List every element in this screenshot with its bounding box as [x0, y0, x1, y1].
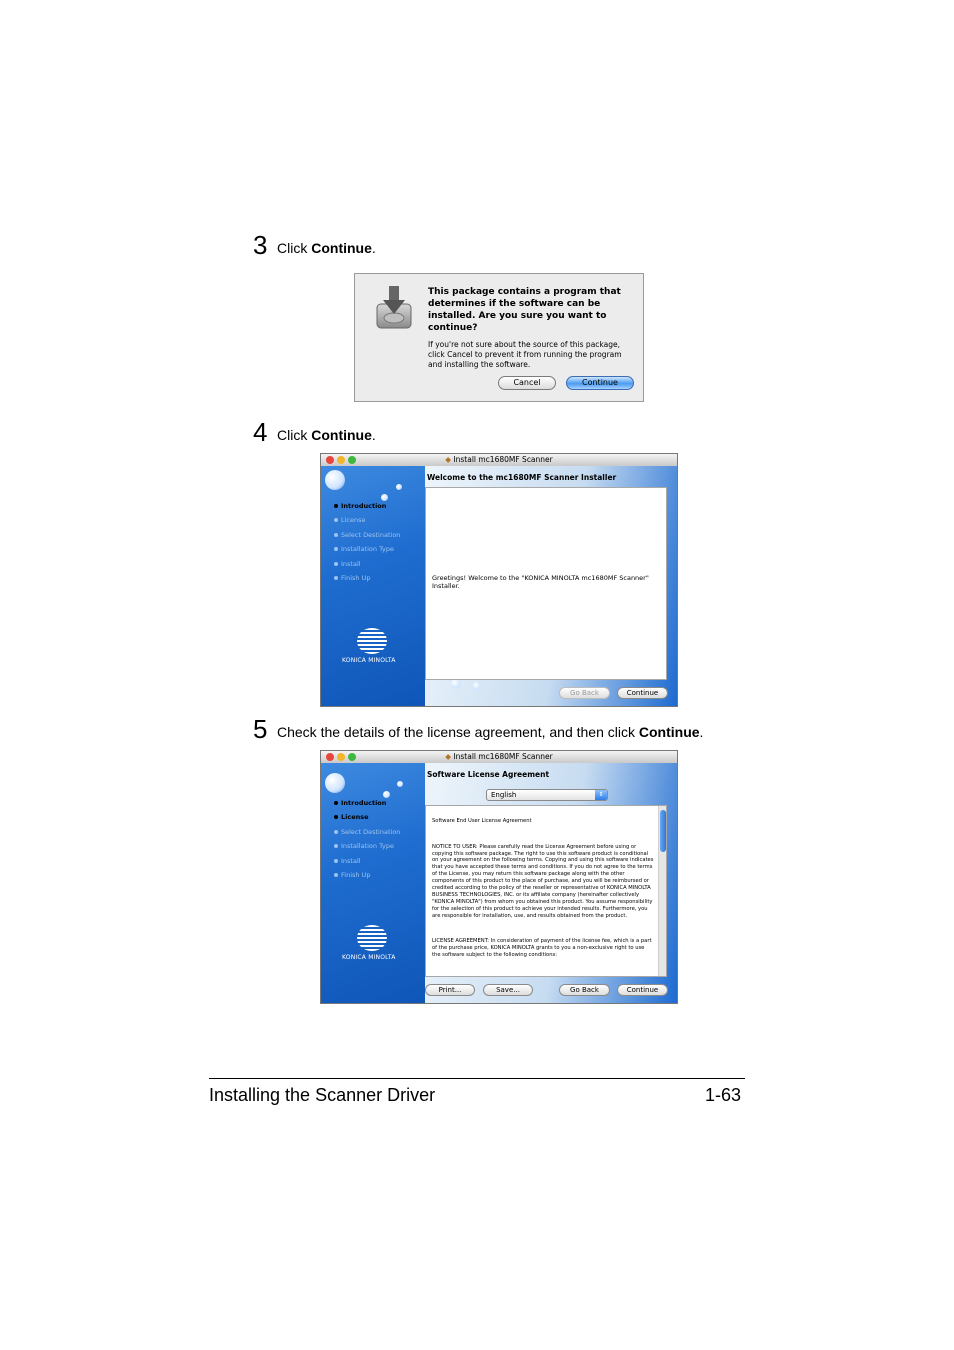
spacer — [432, 927, 654, 932]
license-title: Software End User License Agreement — [432, 817, 532, 824]
window-title-text: Install mc1680MF Scanner — [453, 752, 553, 761]
decorative-bubble — [473, 682, 481, 690]
step-dot-icon — [334, 873, 338, 877]
sidebar-item-label: Select Destination — [341, 828, 401, 836]
sidebar-item-label: Installation Type — [341, 842, 394, 850]
step-4-suffix: . — [371, 427, 376, 443]
license-body — [432, 811, 654, 977]
step-5-prefix: Check the details of the license agreement, and then click — [277, 724, 639, 740]
sidebar-item-label: Select Destination — [341, 531, 401, 539]
step-dot-icon — [334, 815, 338, 819]
step-4-bold: Continue — [311, 427, 372, 443]
package-icon: ◆ — [445, 752, 454, 761]
step-5-suffix: . — [699, 724, 704, 740]
window-title — [321, 454, 677, 466]
step-4-prefix: Click — [277, 427, 312, 443]
step-dot-icon — [334, 844, 338, 848]
sidebar-item-label: License — [341, 813, 369, 821]
package-icon: ◆ — [445, 455, 454, 464]
step-dot-icon — [334, 504, 338, 508]
print-button[interactable]: Print... — [425, 984, 475, 996]
scrollbar-thumb[interactable] — [660, 810, 666, 852]
go-back-button[interactable]: Go Back — [559, 984, 610, 996]
license-scrollbar[interactable] — [658, 806, 666, 976]
content-panel — [425, 487, 667, 680]
sidebar-item-label: License — [341, 516, 366, 524]
decorative-bubble — [451, 679, 461, 689]
sidebar-item-label: Installation Type — [341, 545, 394, 553]
footer-section-title: Installing the Scanner Driver — [209, 1085, 436, 1105]
step-dot-icon — [334, 547, 338, 551]
window-title-text: Install mc1680MF Scanner — [453, 455, 553, 464]
sidebar-item-finish-up — [334, 574, 370, 582]
sidebar-item-license — [334, 813, 369, 821]
logo-text: KONICA MINOLTA — [342, 657, 396, 664]
continue-button[interactable]: Continue — [566, 376, 634, 390]
step-dot-icon — [334, 830, 338, 834]
spacer — [432, 832, 654, 837]
updown-arrows-icon: ⇕ — [595, 790, 607, 800]
sidebar-item-select-destination — [334, 531, 400, 539]
decorative-bubble — [325, 470, 345, 490]
sidebar-item-install — [334, 857, 361, 865]
decorative-bubble — [397, 781, 403, 787]
step-5-number: 5 — [253, 714, 268, 744]
license-paragraph: NOTICE TO USER: Please carefully read the License Agreement before using or copying this software package. The right to use this software product is conditional on your agreement on the following terms. Copying and using this software indicates that you have accepted these terms and conditions. If you do not agree to the terms of the License, you may return this software package along with the other components of this product to the place of purchase, and you will be reimbursed or credited according to the policy of the reseller or representative of KONICA MINOLTA BUSINESS TECHNOLOGIES, INC. or its affiliate company (hereinafter collectively "KONICA MINOLTA") from whom you obtained this product. You assume responsibility for the selection of this product to achieve your intended results. Furthermore, you are responsible for installation, use, and results obtained from the product. — [432, 843, 654, 919]
step-dot-icon — [334, 562, 338, 566]
language-value: English — [491, 791, 517, 799]
step-5-bold: Continue — [638, 724, 700, 740]
security-dialog — [354, 273, 644, 402]
step-3-instruction — [277, 240, 376, 256]
sidebar-item-introduction — [334, 502, 386, 510]
dialog-detail: If you're not sure about the source of this package, click Cancel to prevent it from running the program and installing the software. — [428, 340, 622, 369]
sidebar-item-install — [334, 560, 361, 568]
footer-page-number: 1-63 — [705, 1085, 742, 1105]
step-3-bold: Continue — [311, 240, 372, 256]
window-title — [321, 751, 677, 763]
installer-heading: Software License Agreement — [427, 770, 550, 779]
installer-heading: Welcome to the mc1680MF Scanner Installer — [427, 473, 617, 482]
step-dot-icon — [334, 533, 338, 537]
step-5-instruction — [277, 724, 703, 740]
installer-window-license — [320, 750, 678, 1004]
sidebar-item-installation-type — [334, 545, 394, 553]
license-text-panel[interactable] — [425, 805, 667, 977]
step-3-suffix: . — [371, 240, 376, 256]
spacer — [432, 966, 654, 971]
decorative-bubble — [381, 494, 388, 501]
installer-package-icon — [375, 284, 413, 330]
step-dot-icon — [334, 576, 338, 580]
konica-minolta-logo-icon — [357, 628, 387, 654]
license-paragraph: LICENSE AGREEMENT: In consideration of payment of the license fee, which is a part of the purchase price, KONICA MINOLTA grants to you a non-exclusive right to use the software subject to the following conditions: — [432, 938, 652, 959]
save-button[interactable]: Save... — [483, 984, 533, 996]
sidebar-item-label: Introduction — [341, 799, 387, 807]
greeting-text: Greetings! Welcome to the "KONICA MINOLTA mc1680MF Scanner" Installer. — [432, 574, 649, 590]
footer-rule — [209, 1078, 745, 1079]
continue-button[interactable]: Continue — [617, 984, 668, 996]
sidebar-item-introduction — [334, 799, 386, 807]
decorative-bubble — [325, 773, 345, 793]
step-3-number: 3 — [253, 230, 268, 260]
go-back-button[interactable]: Go Back — [559, 687, 610, 699]
language-select[interactable] — [486, 789, 608, 801]
sidebar-item-label: Finish Up — [341, 574, 371, 582]
sidebar-item-label: Install — [341, 857, 361, 865]
sidebar-item-finish-up — [334, 871, 370, 879]
sidebar-item-label: Introduction — [341, 502, 387, 510]
logo-text: KONICA MINOLTA — [342, 954, 396, 961]
continue-button[interactable]: Continue — [617, 687, 668, 699]
konica-minolta-logo-icon — [357, 925, 387, 951]
dialog-message: This package contains a program that determines if the software can be installed. Are you sure you want to continue? — [428, 287, 621, 333]
decorative-bubble — [396, 484, 402, 490]
step-4-instruction — [277, 427, 376, 443]
step-dot-icon — [334, 801, 338, 805]
step-dot-icon — [334, 859, 338, 863]
sidebar-item-select-destination — [334, 828, 400, 836]
step-dot-icon — [334, 518, 338, 522]
installer-window-welcome — [320, 453, 678, 707]
sidebar-item-license — [334, 516, 366, 524]
decorative-bubble — [383, 791, 390, 798]
sidebar-item-label: Install — [341, 560, 361, 568]
step-4-number: 4 — [253, 417, 268, 447]
sidebar-item-installation-type — [334, 842, 394, 850]
sidebar-item-label: Finish Up — [341, 871, 371, 879]
cancel-button[interactable]: Cancel — [498, 376, 556, 390]
step-3-prefix: Click — [277, 240, 312, 256]
